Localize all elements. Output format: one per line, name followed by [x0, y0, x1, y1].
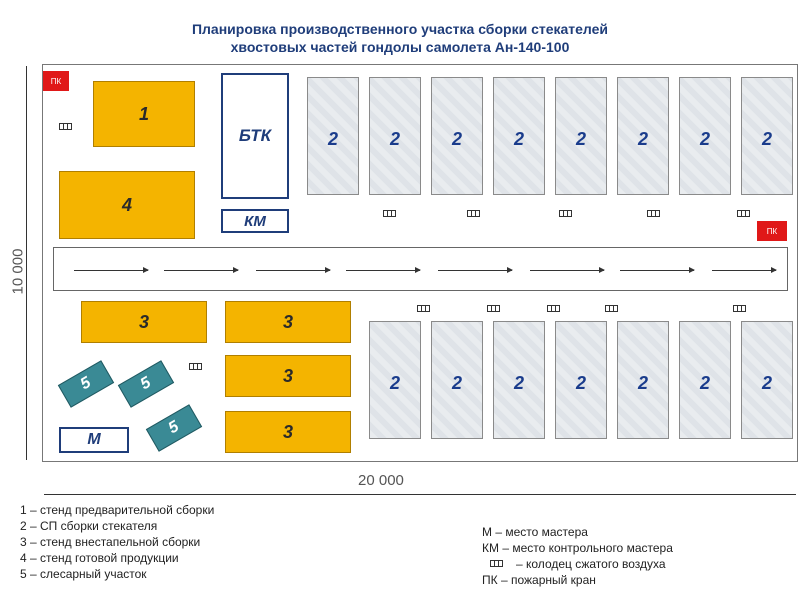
- flow-arrow-icon: [256, 270, 330, 271]
- stand-off-stocks-assembly: 3: [225, 301, 351, 343]
- legend-fire-hydrant: ПК – пожарный кран: [482, 573, 596, 587]
- height-dimension-label: 10 000: [9, 248, 27, 295]
- assembly-fixture-label: 2: [575, 129, 586, 150]
- legend-master: М – место мастера: [482, 525, 588, 539]
- stand-off-stocks-assembly: 3: [225, 411, 351, 453]
- legend-air-well-text: – колодец сжатого воздуха: [516, 557, 666, 571]
- assembly-fixture: [369, 321, 421, 439]
- air-well-icon: [59, 123, 72, 130]
- assembly-fixture: [617, 77, 669, 195]
- flow-arrow-icon: [620, 270, 694, 271]
- air-well-icon: [189, 363, 202, 370]
- assembly-fixture: [431, 77, 483, 195]
- legend-item: 2 – СП сборки стекателя: [20, 519, 158, 533]
- legend-right: [482, 524, 673, 588]
- flow-arrow-icon: [438, 270, 512, 271]
- assembly-fixture: [741, 77, 793, 195]
- legend-control-master: КМ – место контрольного мастера: [482, 541, 673, 555]
- assembly-fixture: [679, 77, 731, 195]
- assembly-fixture: [431, 321, 483, 439]
- assembly-fixture-label: 2: [761, 129, 772, 150]
- air-well-icon: [733, 305, 746, 312]
- air-well-icon: [737, 210, 750, 217]
- air-well-icon: [383, 210, 396, 217]
- legend-item: 3 – стенд внестапельной сборки: [20, 535, 201, 549]
- assembly-fixture: [307, 77, 359, 195]
- assembly-fixture-label: 2: [513, 129, 524, 150]
- assembly-fixture-label: 2: [327, 129, 338, 150]
- air-well-icon: [605, 305, 618, 312]
- legend-left: [20, 502, 214, 582]
- assembly-fixture-label: 2: [699, 129, 710, 150]
- stand-off-stocks-assembly: 3: [225, 355, 351, 397]
- floor-plan: [42, 64, 798, 462]
- metalwork-station: 5: [58, 360, 114, 408]
- fire-hydrant-right: ПК: [757, 221, 787, 241]
- air-well-icon: [647, 210, 660, 217]
- fire-hydrant-top: ПК: [43, 71, 69, 91]
- diagram-title: [0, 20, 800, 56]
- assembly-fixture: [555, 321, 607, 439]
- title-line-2: хвостовых частей гондолы самолета Ан-140-100: [230, 39, 570, 55]
- assembly-fixture: [741, 321, 793, 439]
- width-dimension-label: 20 000: [358, 472, 404, 489]
- assembly-fixture: [369, 77, 421, 195]
- assembly-fixture-label: 2: [451, 373, 462, 394]
- assembly-fixture-label: 2: [513, 373, 524, 394]
- assembly-fixture-label: 2: [389, 129, 400, 150]
- stand-finished-products: 4: [59, 171, 195, 239]
- assembly-fixture-label: 2: [575, 373, 586, 394]
- air-well-icon: [559, 210, 572, 217]
- width-dimension-line: [44, 494, 796, 495]
- flow-arrow-icon: [712, 270, 776, 271]
- control-master-place: КМ: [221, 209, 289, 233]
- assembly-fixture: [493, 77, 545, 195]
- assembly-fixture: [679, 321, 731, 439]
- legend-air-well: [482, 556, 673, 572]
- assembly-fixture-label: 2: [761, 373, 772, 394]
- air-well-icon: [467, 210, 480, 217]
- metalwork-station: 5: [118, 360, 174, 408]
- transport-corridor: [53, 247, 788, 291]
- legend-item: 1 – стенд предварительной сборки: [20, 503, 215, 517]
- assembly-fixture-label: 2: [637, 129, 648, 150]
- assembly-fixture-label: 2: [451, 129, 462, 150]
- legend-item: 5 – слесарный участок: [20, 567, 147, 581]
- flow-arrow-icon: [530, 270, 604, 271]
- assembly-fixture-label: 2: [699, 373, 710, 394]
- flow-arrow-icon: [346, 270, 420, 271]
- metalwork-station: 5: [146, 404, 202, 452]
- assembly-fixture-label: 2: [637, 373, 648, 394]
- assembly-fixture: [555, 77, 607, 195]
- assembly-fixture-label: 2: [389, 373, 400, 394]
- btk-room: БТК: [221, 73, 289, 199]
- air-well-icon: [547, 305, 560, 312]
- air-well-icon: [490, 560, 503, 567]
- stand-preliminary-assembly: 1: [93, 81, 195, 147]
- assembly-fixture: [493, 321, 545, 439]
- flow-arrow-icon: [164, 270, 238, 271]
- air-well-icon: [487, 305, 500, 312]
- flow-arrow-icon: [74, 270, 148, 271]
- title-line-1: Планировка производственного участка сборки стекателей: [191, 21, 609, 37]
- legend-item: 4 – стенд готовой продукции: [20, 551, 179, 565]
- air-well-icon: [417, 305, 430, 312]
- master-place: М: [59, 427, 129, 453]
- assembly-fixture: [617, 321, 669, 439]
- stand-off-stocks-assembly: 3: [81, 301, 207, 343]
